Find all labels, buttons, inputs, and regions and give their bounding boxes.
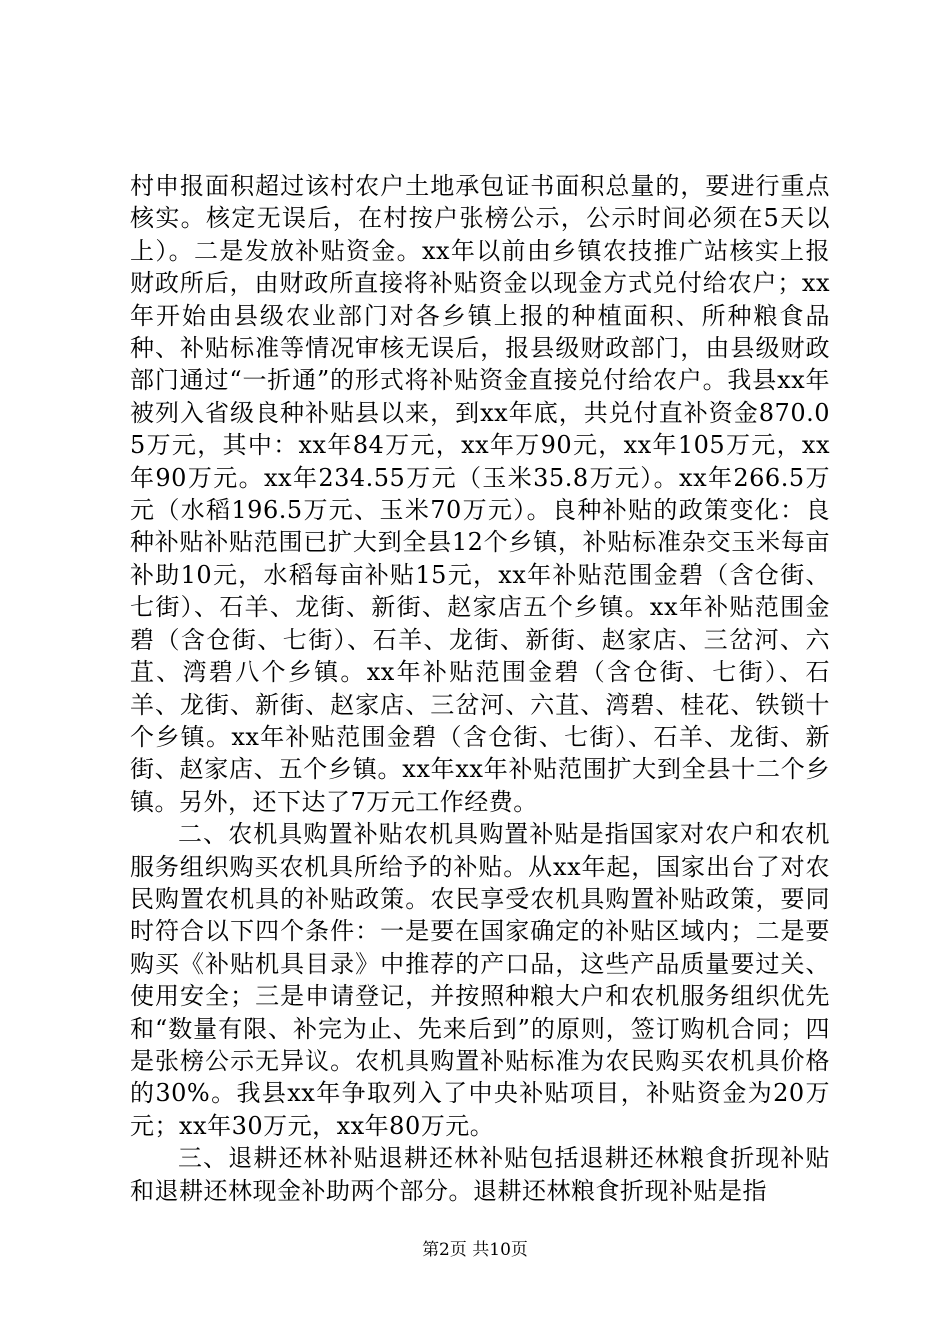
document-body [130, 170, 830, 1207]
paragraph-grain-subsidy: 村申报面积超过该村农户土地承包证书面积总量的，要进行重点核实。核定无误后，在村按户张榜公示，公示时间必须在5天以上）。二是发放补贴资金。xx年以前由乡镇农技推广站核实上报财政所后，由财政所直接将补贴资金以现金方式兑付给农户；xx年开始由县级农业部门对各乡镇上报的种植面积、所种粮食品种、补贴标准等情况审核无误后，报县级财政部门，由县级财政部门通过“一折通”的形式将补贴资金直接兑付给农户。我县xx年被列入省级良种补贴县以来，到xx年底，共兑付直补资金870.05万元，其中：xx年84万元，xx年万90元，xx年105万元，xx年90万元。xx年234.55万元（玉米35.8万元）。xx年266.5万元（水稻196.5万元、玉米70万元）。良种补贴的政策变化：良种补贴补贴范围已扩大到全县12个乡镇，补贴标准杂交玉米每亩补助10元，水稻每亩补贴15元，xx年补贴范围金碧（含仓街、七街）、石羊、龙街、新街、赵家店五个乡镇。xx年补贴范围金碧（含仓街、七街）、石羊、龙街、新街、赵家店、三岔河、六苴、湾碧八个乡镇。xx年补贴范围金碧（含仓街、七街）、石羊、龙街、新街、赵家店、三岔河、六苴、湾碧、桂花、铁锁十个乡镇。xx年补贴范围金碧（含仓街、七街）、石羊、龙街、新街、赵家店、五个乡镇。xx年xx年补贴范围扩大到全县十二个乡镇。另外，还下达了7万元工作经费。 [130, 172, 830, 816]
page-number-footer: 第2页 共10页 [422, 1240, 528, 1260]
paragraph-reforestation-subsidy: 三、退耕还林补贴退耕还林补贴包括退耕还林粮食折现补贴和退耕还林现金补助两个部分。退耕还林粮食折现补贴是指 [130, 1144, 830, 1205]
paragraph-machinery-subsidy: 二、农机具购置补贴农机具购置补贴是指国家对农户和农机服务组织购买农机具所给予的补贴。从xx年起，国家出台了对农民购置农机具的补贴政策。农民享受农机具购置补贴政策，要同时符合以下四个条件：一是要在国家确定的补贴区域内；二是要购买《补贴机具目录》中推荐的产口品，这些产品质量要过关、使用安全；三是申请登记，并按照种粮大户和农机服务组织优先和“数量有限、补完为止、先来后到”的原则，签订购机合同；四是张榜公示无异议。农机具购置补贴标准为农民购买农机具价格的30%。我县xx年争取列入了中央补贴项目，补贴资金为20万元；xx年30万元，xx年80万元。 [130, 820, 830, 1140]
